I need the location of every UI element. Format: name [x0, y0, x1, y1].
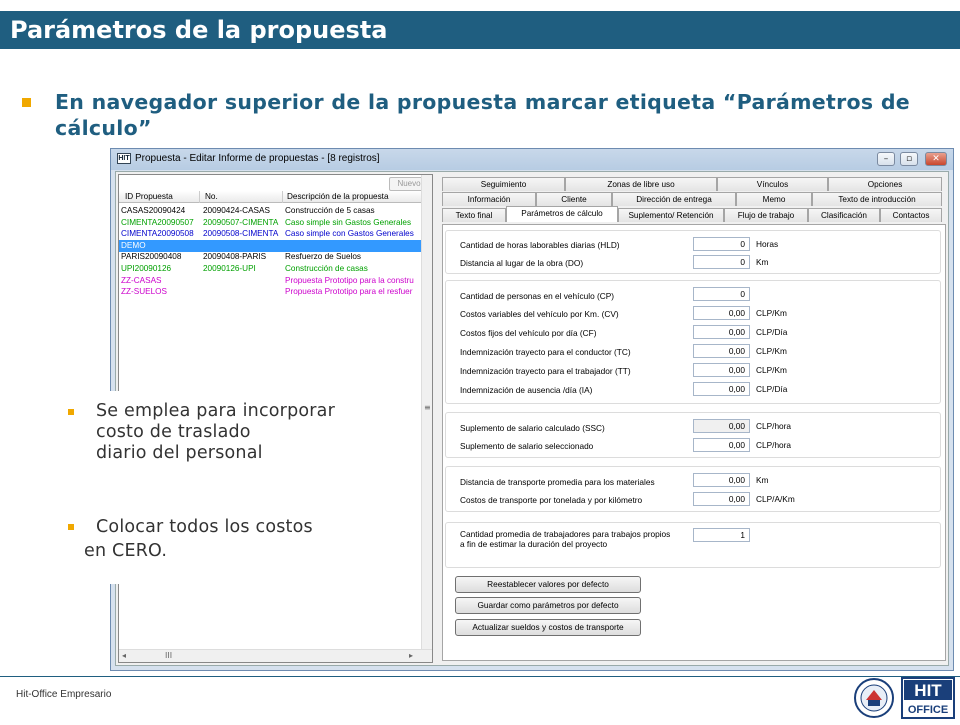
- unit-ssc: CLP/hora: [756, 421, 792, 431]
- note-bullet-marker: [68, 409, 74, 415]
- list-item[interactable]: [119, 251, 432, 263]
- footer-text: Hit-Office Empresario: [16, 689, 112, 700]
- list-cell-desc: Caso simple con Gastos Generales: [285, 229, 414, 239]
- list-cell-id: PARIS20090408: [121, 252, 182, 262]
- list-cell-id: ZZ-CASAS: [121, 275, 162, 285]
- group-suplemento: [445, 412, 941, 458]
- footer-logos: [852, 676, 956, 725]
- list-cell-no: 20090408-PARIS: [203, 252, 267, 262]
- input-hld[interactable]: 0: [693, 237, 750, 251]
- scroll-left-icon[interactable]: ◂: [122, 651, 127, 660]
- tab-suplemento-retencion[interactable]: Suplemento/ Retención: [618, 208, 724, 222]
- tab-texto-introduccion[interactable]: Texto de introducción: [812, 192, 942, 206]
- list-cell-desc: Construcción de casas: [285, 264, 368, 273]
- main-bullet-line-2: cálculo”: [55, 116, 152, 140]
- note-2-line-1: Colocar todos los costos: [96, 517, 313, 537]
- group-transporte: [445, 466, 941, 512]
- tab-flujo-trabajo[interactable]: Flujo de trabajo: [724, 208, 808, 222]
- window-title: Propuesta - Editar Informe de propuestas - [8 registros]: [135, 153, 380, 164]
- unit-tt: CLP/Km: [756, 365, 787, 375]
- label-dtm: Distancia de transporte promedia para los materiales: [460, 477, 655, 487]
- label-cpt-line1: Cantidad promedia de trabajadores para trabajos propios: [460, 529, 671, 539]
- list-cell-no: 20090424-CASAS: [203, 206, 270, 215]
- unit-tc: CLP/Km: [756, 346, 787, 356]
- list-cell-no: 20090126-UPI: [203, 264, 256, 273]
- input-ssc: 0,00: [693, 419, 750, 433]
- list-cell-id: CIMENTA20090508: [121, 229, 194, 239]
- input-do[interactable]: 0: [693, 255, 750, 269]
- tab-clasificacion[interactable]: Clasificación: [808, 208, 880, 222]
- list-header: [119, 191, 432, 203]
- label-ia: Indemnización de ausencia /día (IA): [460, 385, 593, 395]
- note-1-line-1: Se emplea para incorporar: [96, 401, 335, 421]
- tab-vinculos[interactable]: Vínculos: [717, 177, 828, 191]
- main-bullet-line-1: En navegador superior de la propuesta marcar etiqueta “Parámetros de: [55, 90, 911, 114]
- input-tc[interactable]: 0,00: [693, 344, 750, 358]
- minimize-icon[interactable]: –: [877, 152, 895, 166]
- col-header-desc[interactable]: Descripción de la propuesta: [287, 192, 389, 201]
- logo-graphics: [852, 676, 956, 720]
- unit-hld: Horas: [756, 239, 779, 249]
- svg-text:HIT: HIT: [914, 681, 942, 700]
- unit-cf: CLP/Día: [756, 327, 788, 337]
- group-trabajadores: [445, 522, 941, 568]
- input-cpt[interactable]: 1: [693, 528, 750, 542]
- label-tc: Indemnización trayecto para el conductor (TC): [460, 347, 631, 357]
- unit-cv: CLP/Km: [756, 308, 787, 318]
- input-cv[interactable]: 0,00: [693, 306, 750, 320]
- list-item[interactable]: [119, 275, 432, 287]
- update-costs-button[interactable]: Actualizar sueldos y costos de transporte: [455, 619, 641, 636]
- input-sss[interactable]: 0,00: [693, 438, 750, 452]
- bullet-marker: [22, 98, 31, 107]
- window-titlebar[interactable]: [111, 149, 953, 170]
- list-cell-no: 20090507-CIMENTA: [203, 217, 279, 227]
- label-ctk: Costos de transporte por tonelada y por kilómetro: [460, 495, 643, 505]
- list-item[interactable]: [119, 217, 432, 229]
- label-hld: Cantidad de horas laborables diarias (HLD): [460, 240, 620, 250]
- unit-ctk: CLP/A/Km: [756, 494, 795, 504]
- tab-opciones[interactable]: Opciones: [828, 177, 942, 191]
- scroll-grip-icon[interactable]: ≡: [424, 403, 431, 412]
- horizontal-scrollbar[interactable]: [119, 649, 432, 662]
- scroll-right-icon[interactable]: ▸: [409, 651, 414, 660]
- list-cell-id: CIMENTA20090507: [121, 217, 194, 227]
- list-cell-desc: Construcción de 5 casas: [285, 206, 375, 215]
- label-ssc: Suplemento de salario calculado (SSC): [460, 423, 605, 433]
- list-cell-id: ZZ-SUELOS: [121, 287, 167, 297]
- note-1-line-3: diario del personal: [96, 443, 263, 463]
- input-dtm[interactable]: 0,00: [693, 473, 750, 487]
- tab-parametros-calculo[interactable]: Parámetros de cálculo: [506, 206, 618, 222]
- label-cp: Cantidad de personas en el vehículo (CP): [460, 291, 615, 301]
- note-box: [74, 391, 378, 584]
- list-cell-id: CASAS20090424: [121, 206, 186, 215]
- label-tt: Indemnización trayecto para el trabajador (TT): [460, 366, 631, 376]
- unit-dtm: Km: [756, 475, 769, 485]
- slide-title: Parámetros de la propuesta: [10, 16, 388, 44]
- save-defaults-button[interactable]: Guardar como parámetros por defecto: [455, 597, 641, 614]
- label-sss: Suplemento de salario seleccionado: [460, 441, 594, 451]
- list-item[interactable]: [119, 240, 432, 252]
- column-divider[interactable]: [199, 191, 200, 203]
- label-cpt-line2: a fin de estimar la duración del proyecto: [460, 539, 608, 549]
- parameters-pane: [438, 174, 948, 663]
- column-divider[interactable]: [282, 191, 283, 203]
- label-cv: Costos variables del vehículo por Km. (CV): [460, 309, 619, 319]
- col-header-id[interactable]: ID Propuesta: [125, 192, 173, 201]
- col-header-no[interactable]: No.: [205, 192, 218, 201]
- unit-do: Km: [756, 257, 769, 267]
- input-ia[interactable]: 0,00: [693, 382, 750, 396]
- hit-office-logo-icon: [902, 678, 954, 718]
- input-cp[interactable]: 0: [693, 287, 750, 301]
- list-item[interactable]: [119, 205, 432, 217]
- tab-contactos[interactable]: Contactos: [880, 208, 942, 222]
- tab-informacion[interactable]: Información: [442, 192, 536, 206]
- main-bullet-text: [55, 89, 935, 141]
- svg-text:OFFICE: OFFICE: [907, 704, 949, 716]
- app-icon: HIT: [118, 155, 130, 162]
- note-bullet-marker: [68, 524, 74, 530]
- list-cell-desc: Propuesta Prototipo para el resfuer: [285, 287, 413, 297]
- scroll-thumb[interactable]: III: [165, 651, 173, 660]
- group-vehiculo: [445, 280, 941, 404]
- list-cell-id: UPI20090126: [121, 264, 172, 273]
- new-button[interactable]: Nuevo: [389, 177, 429, 191]
- list-cell-desc: Propuesta Prototipo para la constru: [285, 275, 414, 285]
- tab-seguimiento[interactable]: Seguimiento: [442, 177, 565, 191]
- list-cell-no: 20090508-CIMENTA: [203, 229, 279, 239]
- tab-zonas-libre-uso[interactable]: Zonas de libre uso: [565, 177, 717, 191]
- input-tt[interactable]: 0,00: [693, 363, 750, 377]
- list-cell-desc: Resfuerzo de Suelos: [285, 252, 362, 262]
- reset-defaults-button[interactable]: Reestablecer valores por defecto: [455, 576, 641, 593]
- university-seal-icon: [855, 679, 893, 717]
- parametros-tab-panel: [442, 224, 946, 661]
- footer-rule: [0, 676, 960, 677]
- note-1-line-2: costo de traslado: [96, 422, 251, 442]
- list-item[interactable]: [119, 263, 432, 275]
- list-cell-desc: Caso simple sin Gastos Generales: [285, 217, 412, 227]
- tab-texto-final[interactable]: Texto final: [442, 208, 506, 222]
- label-do: Distancia al lugar de la obra (DO): [460, 258, 584, 268]
- input-cf[interactable]: 0,00: [693, 325, 750, 339]
- list-item[interactable]: [119, 228, 432, 240]
- close-icon[interactable]: ✕: [925, 152, 947, 166]
- unit-sss: CLP/hora: [756, 440, 792, 450]
- group-jornada: [445, 230, 941, 274]
- note-2-line-2: en CERO.: [84, 541, 168, 561]
- maximize-icon[interactable]: ▫: [900, 152, 918, 166]
- input-ctk[interactable]: 0,00: [693, 492, 750, 506]
- tab-direccion-entrega[interactable]: Dirección de entrega: [612, 192, 736, 206]
- label-cf: Costos fijos del vehículo por día (CF): [460, 328, 597, 338]
- list-item[interactable]: [119, 286, 432, 298]
- tab-memo[interactable]: Memo: [736, 192, 812, 206]
- unit-ia: CLP/Día: [756, 384, 788, 394]
- vertical-scrollbar[interactable]: [421, 175, 432, 649]
- tab-cliente[interactable]: Cliente: [536, 192, 612, 206]
- list-cell-id: DEMO: [121, 240, 146, 250]
